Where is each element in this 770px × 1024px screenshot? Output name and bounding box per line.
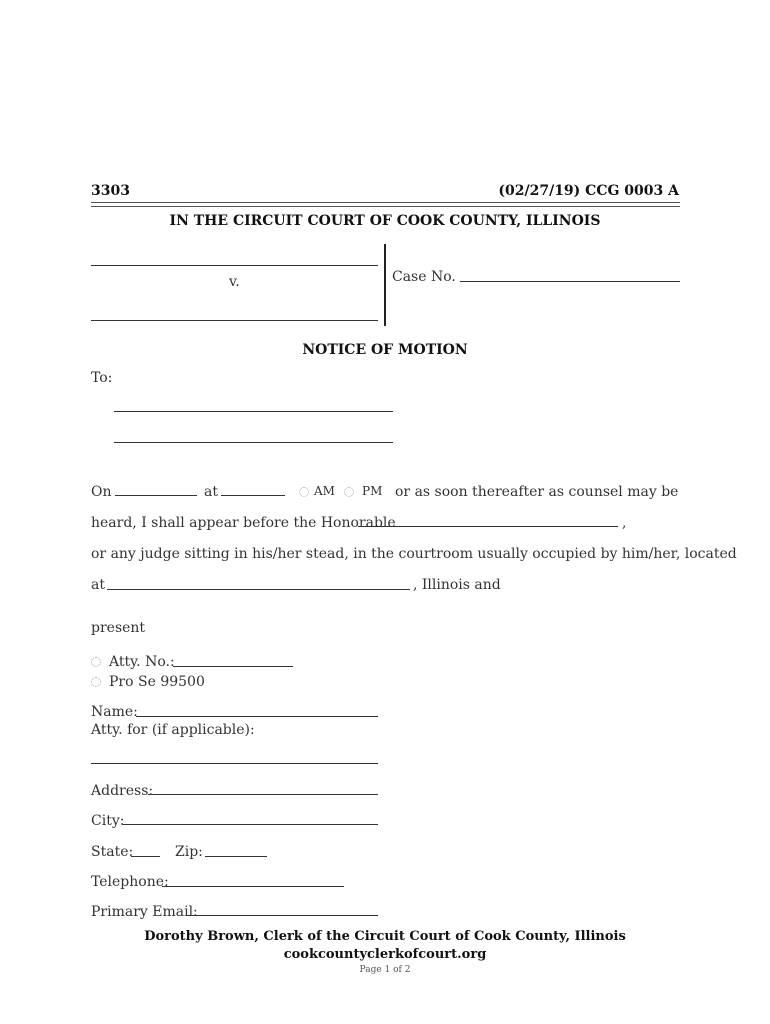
email-label: Primary Email:: [91, 904, 198, 920]
name-field[interactable]: [136, 716, 378, 717]
form-code: (02/27/19) CCG 0003 A: [498, 183, 679, 199]
date-field[interactable]: [115, 495, 197, 496]
to-label: To:: [91, 370, 113, 386]
atty-for-label: Atty. for (if applicable):: [91, 722, 255, 738]
telephone-label: Telephone:: [91, 874, 169, 890]
city-field[interactable]: [123, 824, 378, 825]
clerk-name: Dorothy Brown, Clerk of the Circuit Court of Cook County, Illinois: [144, 929, 626, 944]
zip-label: Zip:: [175, 844, 203, 860]
to-field-2[interactable]: [114, 442, 393, 443]
city-label: City:: [91, 813, 125, 829]
defendant-field[interactable]: [91, 320, 378, 321]
page-number: Page 1 of 2: [359, 965, 411, 975]
time-field[interactable]: [221, 495, 285, 496]
present-label: present: [91, 620, 146, 636]
plaintiff-field[interactable]: [91, 265, 378, 266]
court-title: IN THE CIRCUIT COURT OF COOK COUNTY, ILLINOIS: [169, 213, 601, 229]
at-label: at: [204, 484, 218, 500]
zip-field[interactable]: [205, 856, 267, 857]
body-line2: heard, I shall appear before the Honorable: [91, 515, 396, 531]
case-no-label: Case No.: [392, 269, 456, 285]
am-radio[interactable]: [299, 487, 309, 497]
telephone-field[interactable]: [162, 886, 344, 887]
atty-no-label: Atty. No.:: [109, 654, 175, 670]
address-label: Address:: [91, 783, 154, 799]
atty-for-field[interactable]: [91, 763, 378, 764]
form-number: 3303: [91, 183, 130, 199]
state-field[interactable]: [131, 856, 160, 857]
body-line2-tail: ,: [622, 515, 627, 531]
on-label: On: [91, 484, 112, 500]
body-line4-tail: , Illinois and: [413, 577, 501, 593]
pm-radio[interactable]: [344, 487, 354, 497]
pro-se-label: Pro Se 99500: [109, 674, 205, 690]
clerk-website[interactable]: cookcountyclerkofcourt.org: [283, 947, 487, 962]
email-field[interactable]: [187, 915, 378, 916]
pm-label: PM: [362, 484, 383, 498]
name-label: Name:: [91, 704, 138, 720]
notice-title: NOTICE OF MOTION: [302, 342, 468, 358]
to-field-1[interactable]: [114, 411, 393, 412]
address-field[interactable]: [148, 794, 378, 795]
pro-se-radio[interactable]: [91, 677, 101, 687]
location-field[interactable]: [107, 589, 410, 590]
versus-label: v.: [229, 274, 240, 290]
judge-field[interactable]: [358, 526, 618, 527]
state-label: State:: [91, 844, 134, 860]
header-rule: [91, 202, 680, 207]
body-line4-at: at: [91, 577, 105, 593]
atty-no-field[interactable]: [173, 666, 293, 667]
am-label: AM: [314, 484, 335, 498]
caption-divider: [384, 244, 386, 326]
case-no-field[interactable]: [460, 281, 680, 282]
body-line3: or any judge sitting in his/her stead, in the courtroom usually occupied by him/her, located: [91, 546, 737, 562]
body-line1-tail: or as soon thereafter as counsel may be: [395, 484, 679, 500]
atty-no-radio[interactable]: [91, 657, 101, 667]
